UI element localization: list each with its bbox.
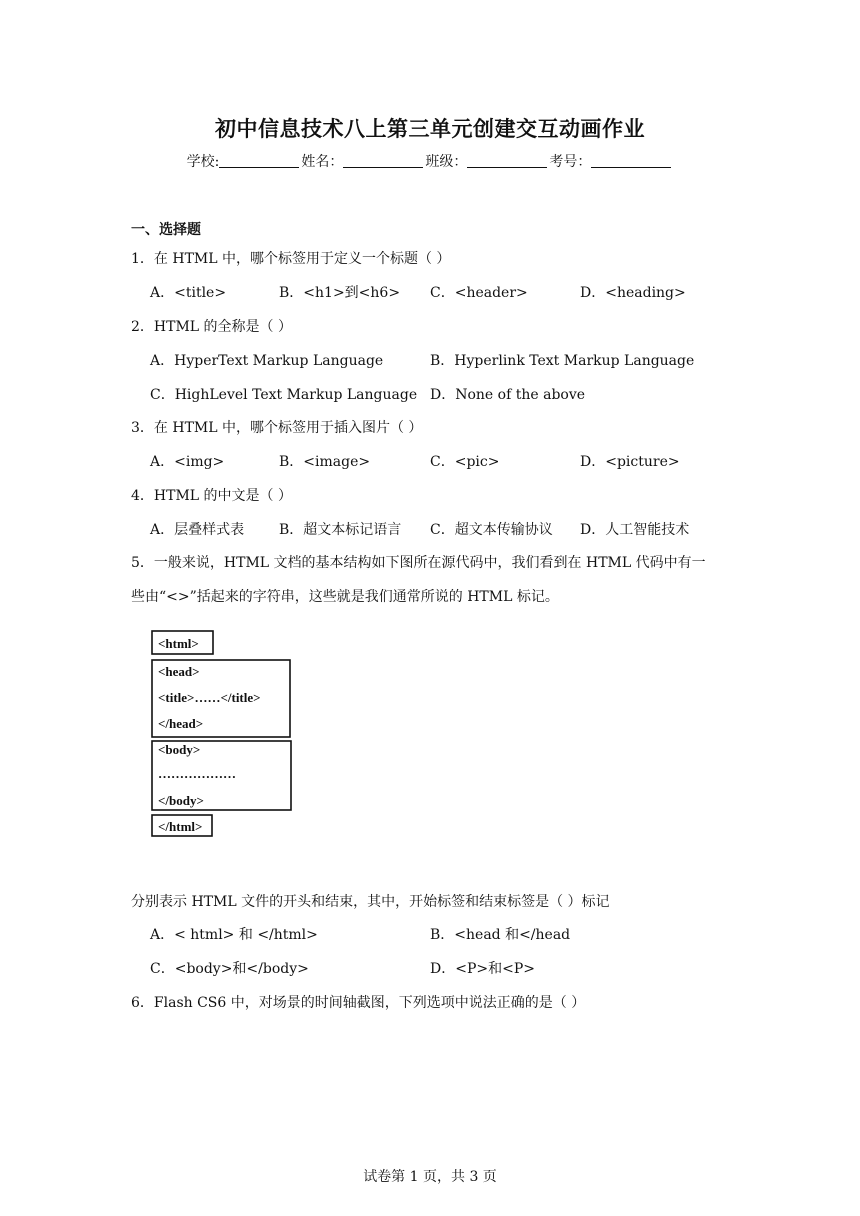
question-4-option-c: C．超文本传输协议 (430, 522, 553, 538)
question-1-stem: 1．在 HTML 中，哪个标签用于定义一个标题（ ） (131, 251, 451, 267)
question-3-stem: 3．在 HTML 中，哪个标签用于插入图片（ ） (131, 420, 423, 436)
figure-head-close: </head> (158, 716, 204, 731)
exam-number-blank[interactable] (591, 153, 671, 168)
question-5-option-b: B．<head 和</head (430, 927, 571, 943)
question-4-option-a: A．层叠样式表 (150, 522, 245, 538)
page-title: 初中信息技术八上第三单元创建交互动画作业 (215, 116, 645, 141)
school-blank[interactable] (219, 153, 299, 168)
question-3-option-c: C．<pic> (430, 454, 500, 470)
question-2-option-d: D．None of the above (430, 387, 586, 403)
question-3-option-a: A．<img> (150, 454, 225, 470)
question-2-option-b: B．Hyperlink Text Markup Language (430, 353, 695, 369)
html-structure-figure (145, 624, 315, 864)
question-5-stem-line-1: 5．一般来说，HTML 文档的基本结构如下图所在源代码中，我们看到在 HTML 代码中有一 (131, 555, 706, 571)
question-1-option-a: A．<title> (150, 285, 227, 301)
question-5-option-a: A．< html> 和 </html> (150, 927, 318, 943)
question-5-option-d: D．<P>和<P> (430, 961, 535, 977)
question-5-option-c: C．<body>和</body> (150, 961, 309, 977)
question-4-stem: 4．HTML 的中文是（ ） (131, 488, 292, 504)
question-6-stem: 6．Flash CS6 中，对场景的时间轴截图，下列选项中说法正确的是（ ） (131, 995, 586, 1011)
figure-body-open: <body> (158, 742, 201, 757)
student-info-line (0, 151, 860, 171)
name-label: 姓名： (301, 154, 344, 170)
exam-number-label: 考号： (549, 154, 592, 170)
figure-html-open: <html> (158, 636, 199, 651)
question-2-option-c: C．HighLevel Text Markup Language (150, 387, 418, 403)
question-2-option-a: A．HyperText Markup Language (150, 353, 384, 369)
class-blank[interactable] (467, 153, 547, 168)
question-5-stem-after: 分别表示 HTML 文件的开头和结束，其中，开始标签和结束标签是（ ）标记 (131, 894, 610, 910)
class-label: 班级： (425, 154, 468, 170)
question-3-option-d: D．<picture> (580, 454, 680, 470)
figure-head-open: <head> (158, 664, 200, 679)
question-1-option-d: D．<heading> (580, 285, 686, 301)
figure-body-dots: ……………… (158, 766, 236, 781)
question-4-option-b: B．超文本标记语言 (279, 522, 402, 538)
school-label: 学校: (186, 154, 220, 170)
question-1-option-c: C．<header> (430, 285, 528, 301)
question-3-option-b: B．<image> (279, 454, 371, 470)
page-footer: 试卷第 1 页，共 3 页 (363, 1169, 497, 1185)
figure-title-line: <title>……</title> (158, 690, 261, 705)
figure-html-close: </html> (158, 819, 203, 834)
figure-body-close: </body> (158, 793, 204, 808)
section-heading: 一、选择题 (131, 222, 201, 238)
question-2-stem: 2．HTML 的全称是（ ） (131, 319, 292, 335)
name-blank[interactable] (343, 153, 423, 168)
question-4-option-d: D．人工智能技术 (580, 522, 690, 538)
question-1-option-b: B．<h1>到<h6> (279, 285, 401, 301)
question-5-stem-line-2: 些由“<>”括起来的字符串，这些就是我们通常所说的 HTML 标记。 (131, 589, 559, 605)
